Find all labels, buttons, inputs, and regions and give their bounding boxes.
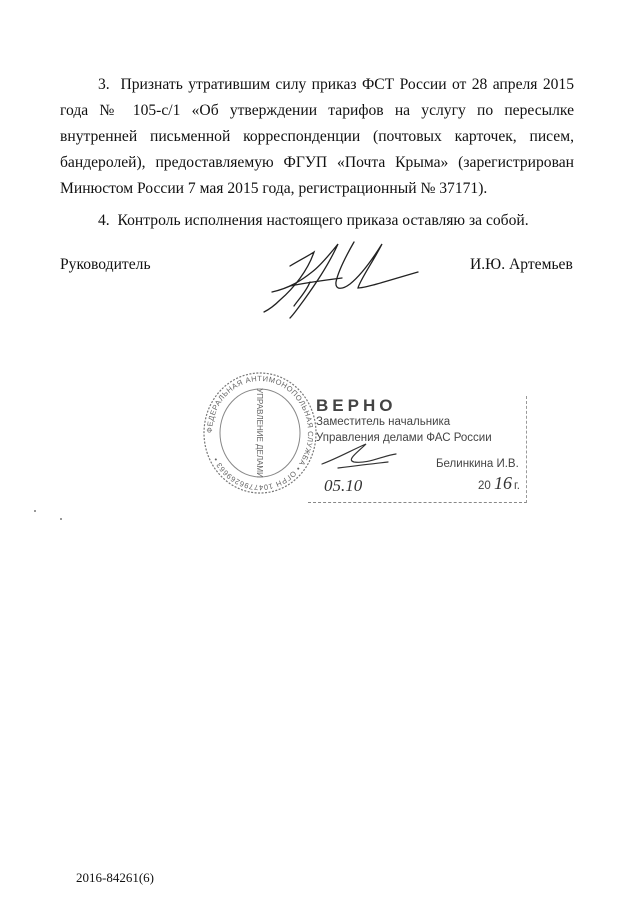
item-3-text: Признать утратившим силу приказ ФСТ России от 28 апреля 2015 года № 105-с/1 «Об утверждении тарифов на услугу по пересылке внутренней письменной корреспонденции (почтовых карточек, писем, бандеролей), предоставляемую ФГУП «Почта Крыма» (зарегистрирован Минюстом России 7 мая 2015 года, регистрационный № 37171). — [60, 75, 575, 197]
stamp-year-prefix: 20 — [478, 480, 491, 492]
round-seal — [200, 368, 320, 498]
document-registration-number: 2016-84261(6) — [76, 870, 154, 885]
paragraph-item-4 — [60, 208, 574, 234]
certification-stamp — [200, 368, 540, 508]
stamp-verno: ВЕРНО — [316, 396, 397, 415]
paragraph-item-3 — [60, 72, 574, 202]
stamp-year-handwritten: 16 — [494, 473, 512, 493]
stamp-signer-name: Белинкина И.В. — [436, 458, 519, 470]
item-4-number: 4. — [98, 211, 110, 229]
signatory-role: Руководитель — [60, 256, 151, 273]
seal-ring-text: ФЕДЕРАЛЬНАЯ АНТИМОНОПОЛЬНАЯ СЛУЖБА • ОГРН 1047796269663 • — [204, 373, 316, 493]
verified-copy-box — [308, 396, 527, 503]
scan-speck — [34, 510, 36, 512]
stamp-date-handwritten: 05.10 — [324, 476, 363, 495]
stamp-position-line-2: Управления делами ФАС России — [316, 432, 492, 444]
scan-speck — [60, 518, 62, 520]
stamp-position-line-1: Заместитель начальника — [316, 416, 451, 428]
signatory-name: И.Ю. Артемьев — [470, 256, 573, 273]
item-4-text: Контроль исполнения настоящего приказа оставляю за собой. — [117, 211, 529, 229]
item-3-number: 3. — [98, 75, 110, 93]
stamp-signature — [318, 438, 408, 478]
handwritten-signature — [250, 236, 440, 322]
stamp-year-suffix: г. — [514, 480, 520, 492]
seal-center-text: УПРАВЛЕНИЕ ДЕЛАМИ — [255, 388, 264, 478]
